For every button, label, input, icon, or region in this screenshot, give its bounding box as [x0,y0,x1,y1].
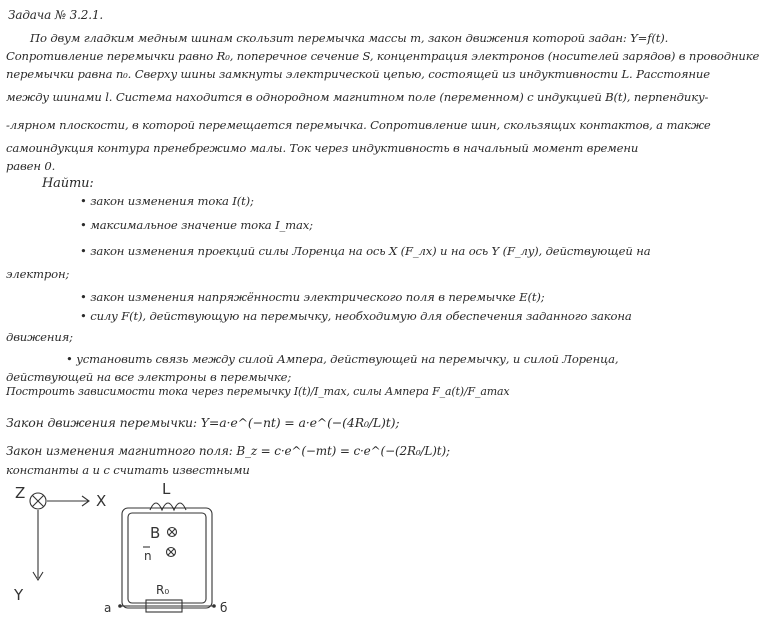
paragraph-line-3: перемычки равна n₀. Сверху шины замкнуты электрической цепью, состоящей из индуктивности L. Расстояние [6,67,710,81]
resistor-label: R₀ [156,583,170,597]
continuation-all-electrons: действующей на все электроны в перемычке; [6,370,292,384]
continuation-electron: электрон; [6,267,70,281]
problem-title: Задача № 3.2.1. [8,8,104,22]
paragraph-line-1: По двум гладким медным шинам скользит перемычка массы m, закон движения которой задан: Y=f(t). [30,31,669,45]
inductor-coil [150,503,186,510]
bullet-ampere-lorentz: • установить связь между силой Ампера, действующей на перемычку, и силой Лоренца, [66,352,618,366]
bullet-max-current: • максимальное значение тока I_max; [80,218,313,232]
axis-z-label: Z [15,484,26,502]
coordinate-axes [30,493,89,580]
paragraph-line-2: Сопротивление перемычки равно R₀, поперечное сечение S, концентрация электронов (носителей зарядов) в проводнике [6,49,759,63]
inductor-label: L [162,480,171,498]
find-heading: Найти: [42,176,94,191]
field-law: Закон изменения магнитного поля: B_z = c·e^(−mt) = c·e^(−(2R₀/L)t); [6,444,450,458]
field-label: B [150,524,161,542]
axis-y-label: Y [14,586,24,604]
continuation-motion: движения; [6,330,73,344]
resistor-bar [118,600,216,612]
paragraph-line-5: -лярном плоскости, в которой перемещается перемычка. Сопротивление шин, скользящих контактов, а также [6,118,711,132]
paragraph-line-7: равен 0. [6,159,56,173]
bullet-lorentz-projections: • закон изменения проекций силы Лоренца на ось X (F_лx) и на ось Y (F_лy), действующей на [80,244,651,258]
field-markers [167,528,177,557]
motion-law: Закон движения перемычки: Y=a·e^(−nt) = a·e^(−(4R₀/L)t); [6,415,400,430]
bullet-force: • силу F(t), действующую на перемычку, необходимую для обеспечения заданного закона [80,309,632,323]
bullet-current-law: • закон изменения тока I(t); [80,194,254,208]
contact-left-label: а [104,601,112,615]
axis-x-label: X [96,492,107,510]
plot-instruction: Построить зависимости тока через перемычку I(t)/I_max, силы Ампера F_a(t)/F_amax [6,385,510,398]
paragraph-line-6: самоиндукция контура пренебрежимо малы. Ток через индуктивность в начальный момент времени [6,141,639,155]
contact-right-label: б [220,601,228,615]
constants-note: константы a и c считать известными [6,463,250,477]
bullet-electric-field: • закон изменения напряжённости электрического поля в перемычке E(t); [80,290,545,304]
paragraph-line-4: между шинами l. Система находится в однородном магнитном поле (переменном) с индукцией B(t), перпендику- [6,90,709,104]
normal-label: n [144,549,152,563]
